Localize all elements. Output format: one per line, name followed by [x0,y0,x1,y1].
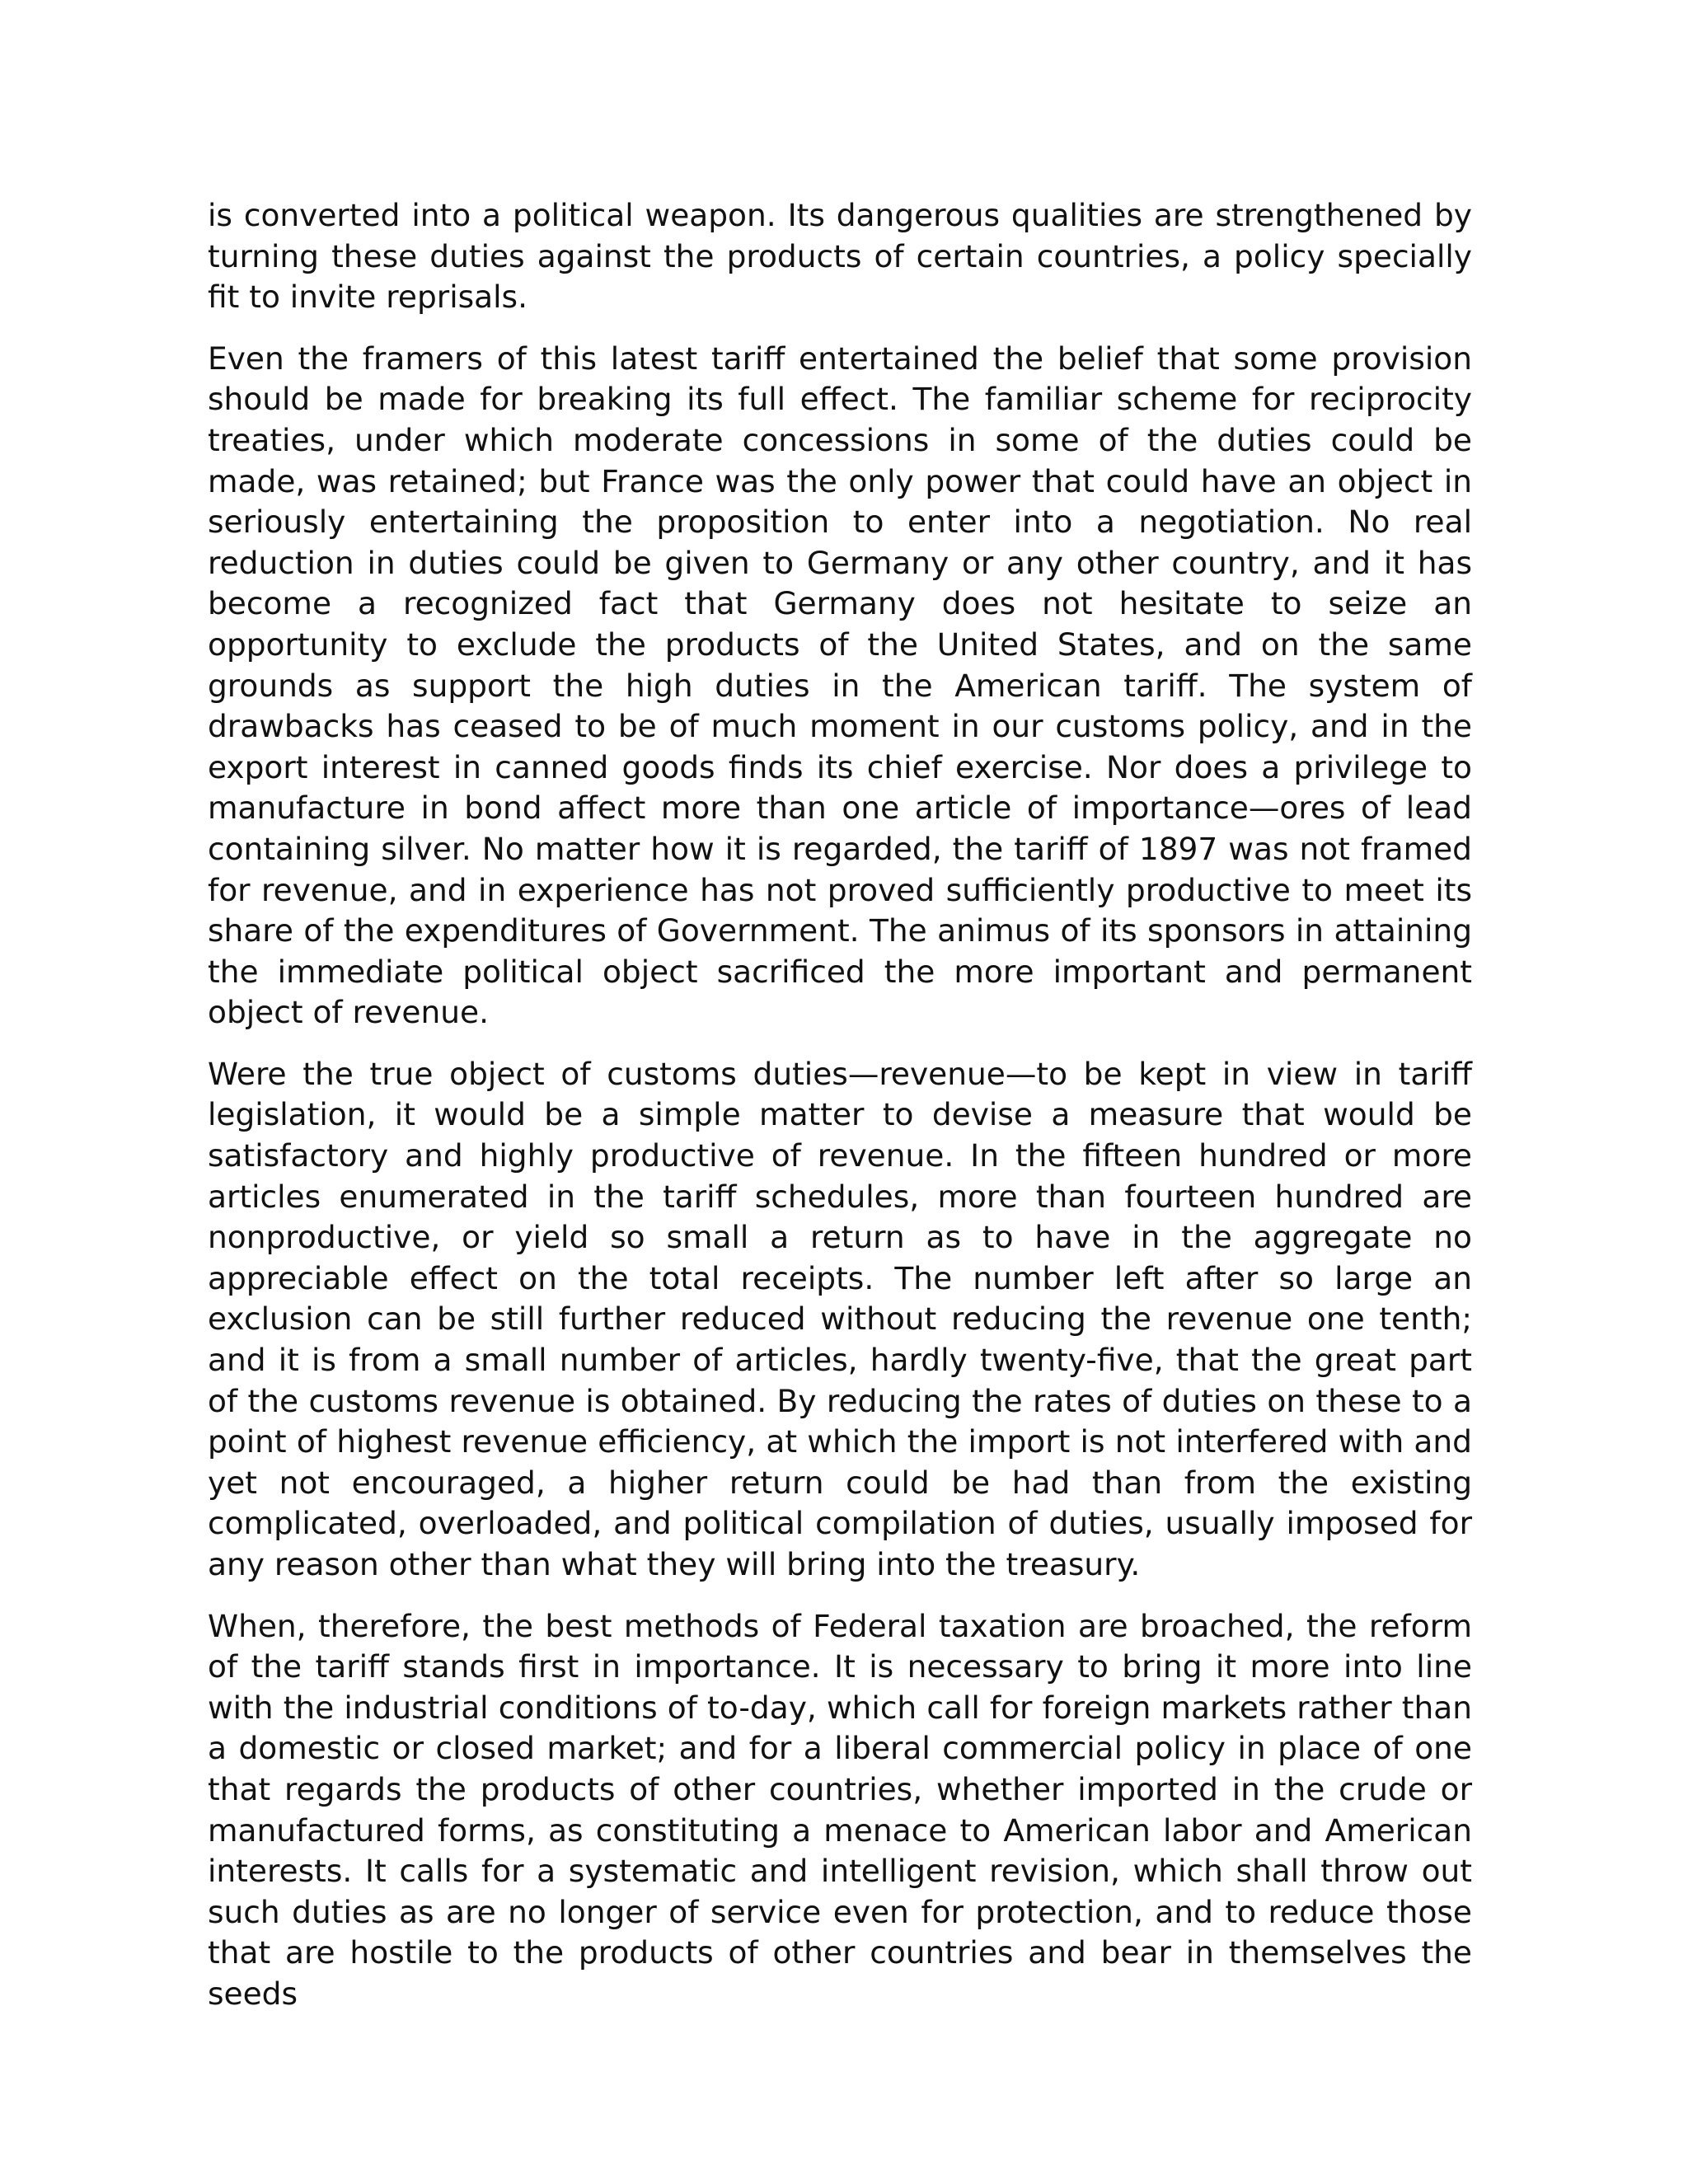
paragraph-4: When, therefore, the best methods of Federal taxation are broached, the reform of the tariff stands first in importance. It is necessary to bring it more into line with the industrial conditions of to-day, which call for foreign markets rather than a domestic or closed market; and for a liberal commercial policy in place of one that regards the products of other countries, whether imported in the crude or manufactured forms, as constituting a menace to American labor and American interests. It calls for a systematic and intelligent revision, which shall throw out such duties as are no longer of service even for protection, and to reduce those that are hostile to the products of other countries and bear in themselves the seeds [208,1607,1472,2012]
paragraph-2: Even the framers of this latest tariff entertained the belief that some provision should be made for breaking its full effect. The familiar scheme for reciprocity treaties, under which moderate concessions in some of the duties could be made, was retained; but France was the only power that could have an object in seriously entertaining the proposition to enter into a negotiation. No real reduction in duties could be given to Germany or any other country, and it has become a recognized fact that Germany does not hesitate to seize an opportunity to exclude the products of the United States, and on the same grounds as support the high duties in the American tariff. The system of drawbacks has ceased to be of much moment in our customs policy, and in the export interest in canned goods finds its chief exercise. Nor does a privilege to manufacture in bond affect more than one article of importance—ores of lead containing silver. No matter how it is regarded, the tariff of 1897 was not framed for revenue, and in experience has not proved sufficiently productive to meet its share of the expenditures of Government. The animus of its sponsors in attaining the immediate political object sacrificed the more important and permanent object of revenue. [208,340,1472,1031]
document-page [208,195,1472,2015]
paragraph-1: is converted into a political weapon. Its dangerous qualities are strengthened by turning these duties against the products of certain countries, a policy specially fit to invite reprisals. [208,197,1472,316]
paragraph-3: Were the true object of customs duties—revenue—to be kept in view in tariff legislation, it would be a simple matter to devise a measure that would be satisfactory and highly productive of revenue. In the fifteen hundred or more articles enumerated in the tariff schedules, more than fourteen hundred are nonproductive, or yield so small a return as to have in the aggregate no appreciable effect on the total receipts. The number left after so large an exclusion can be still further reduced without reducing the revenue one tenth; and it is from a small number of articles, hardly twenty-five, that the great part of the customs revenue is obtained. By reducing the rates of duties on these to a point of highest revenue efficiency, at which the import is not interfered with and yet not encouraged, a higher return could be had than from the existing complicated, overloaded, and political compilation of duties, usually imposed for any reason other than what they will bring into the treasury. [208,1055,1472,1582]
